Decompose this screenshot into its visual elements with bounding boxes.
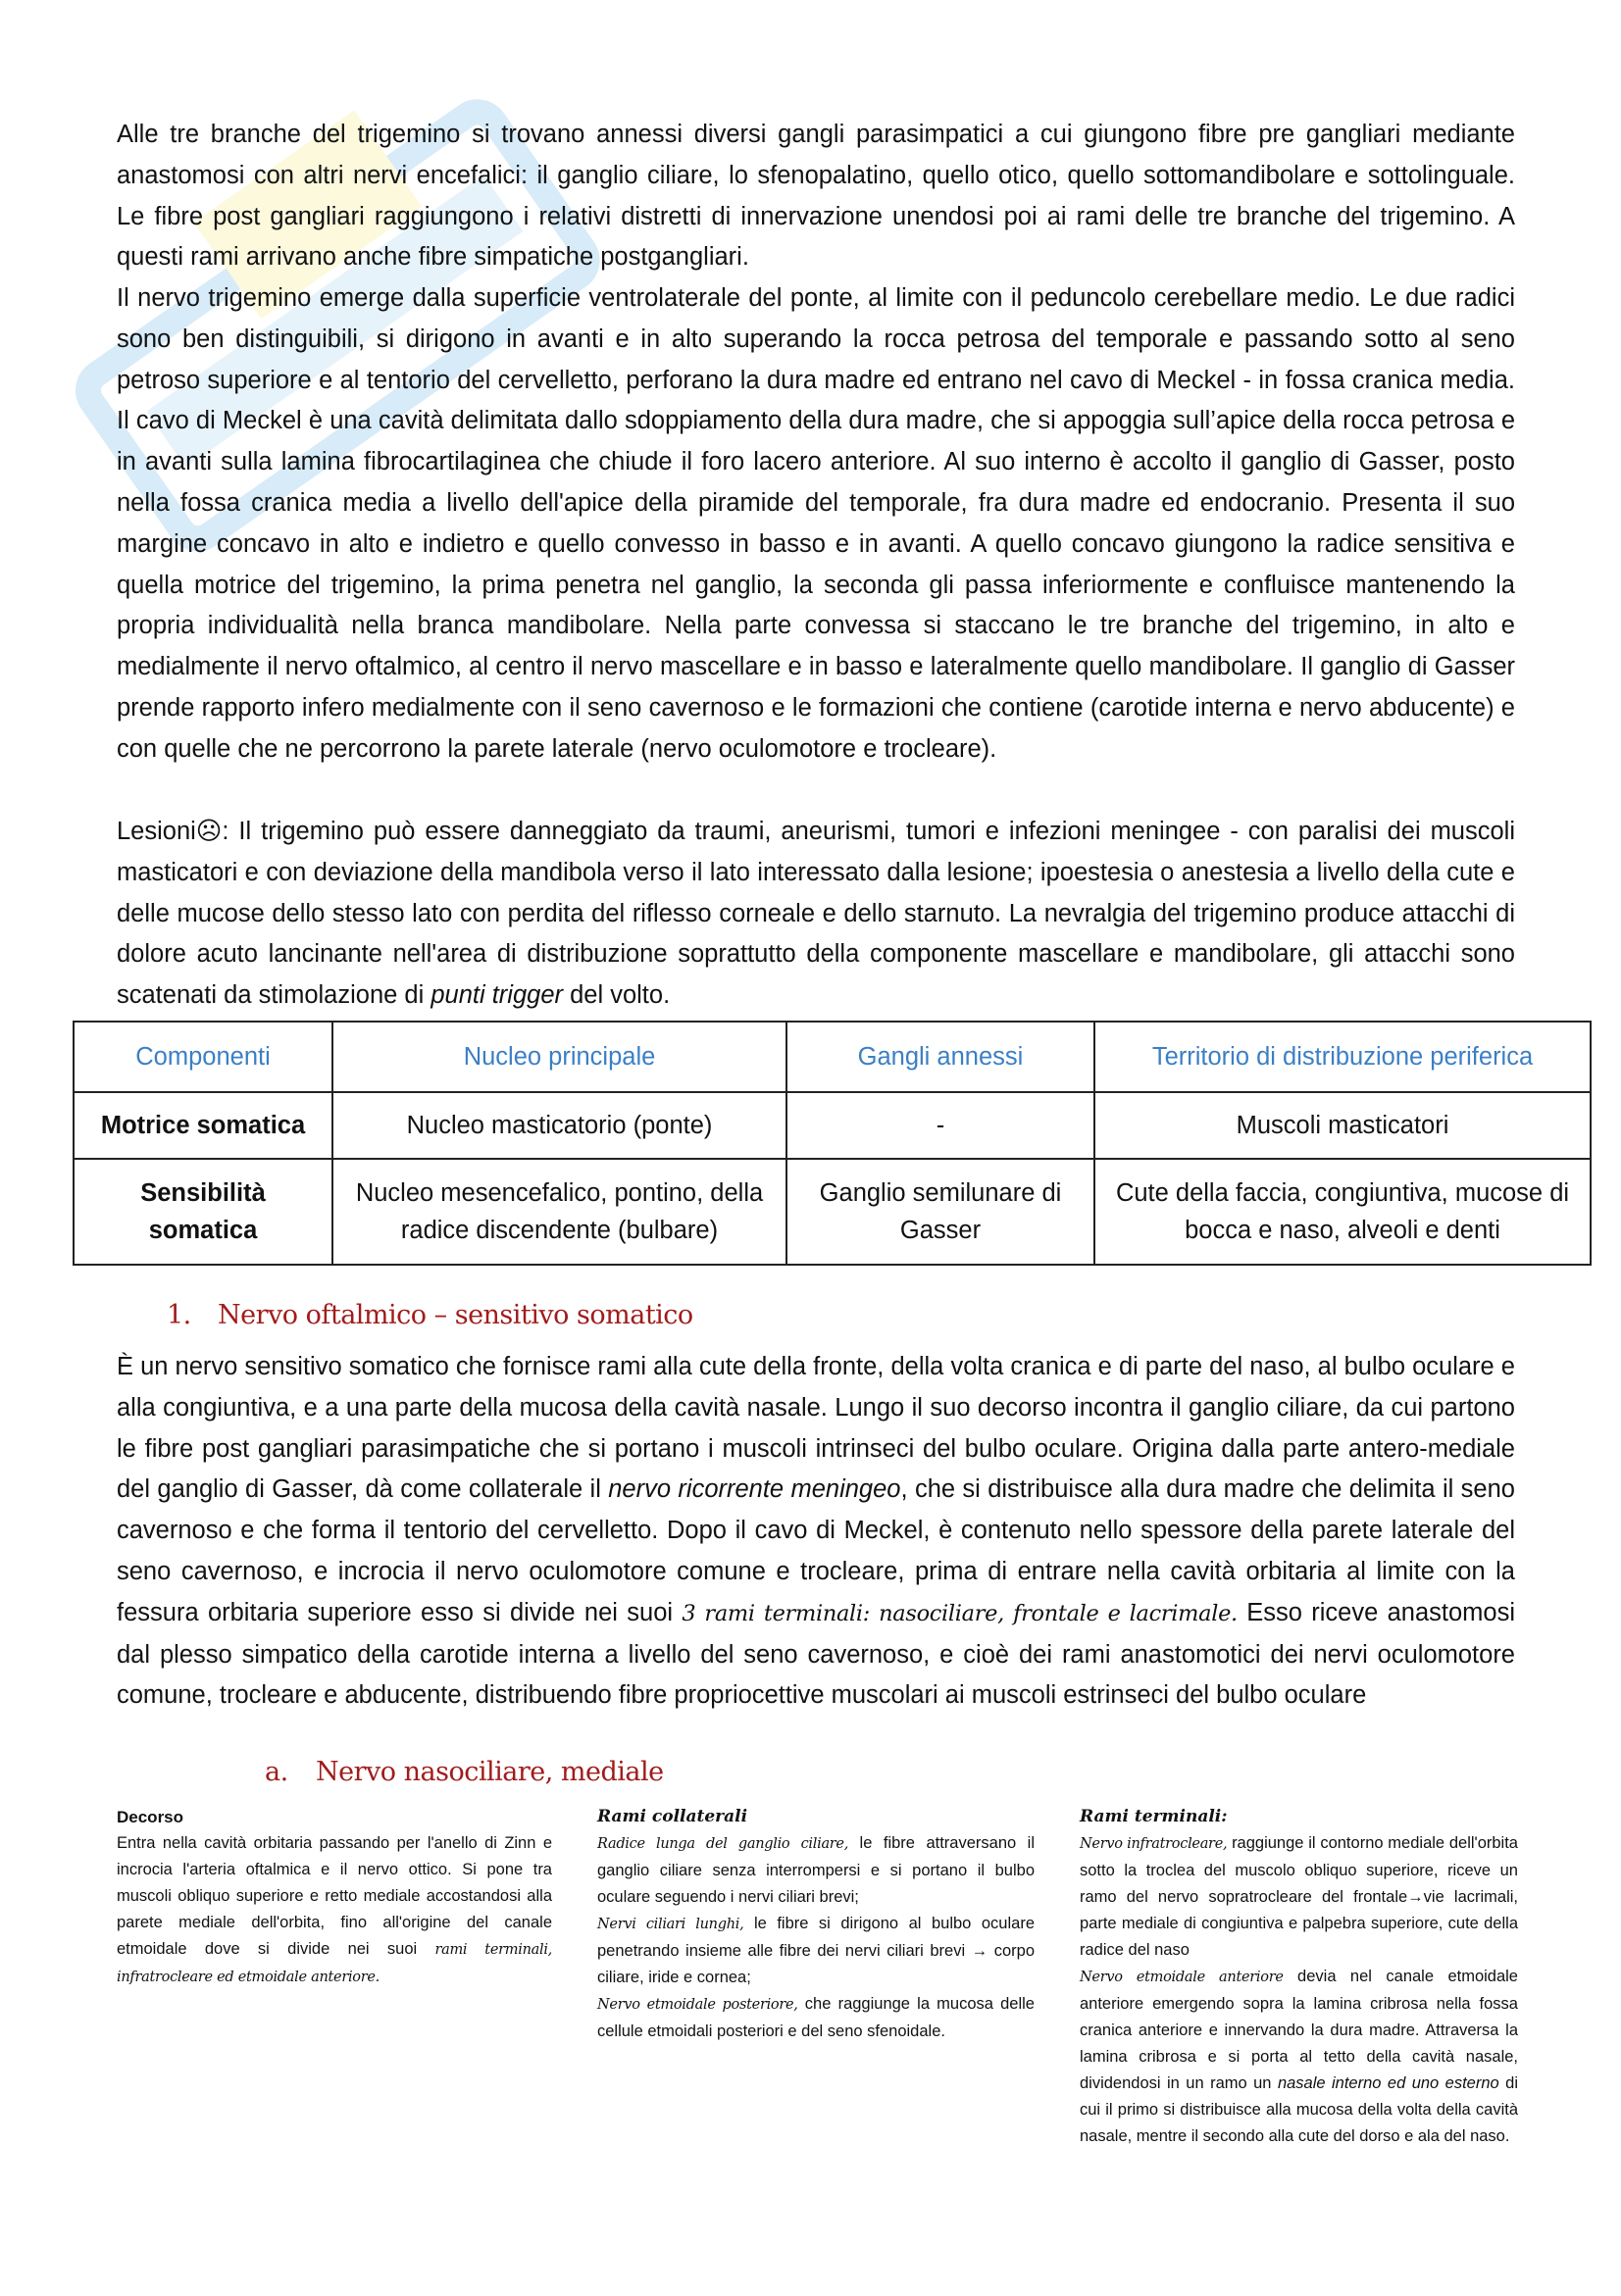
trigemino-table	[73, 1021, 1592, 1266]
subsection-title: Nervo nasociliare, mediale	[316, 1757, 664, 1787]
text-handwritten: rami terminali, infratrocleare ed etmoidale anteriore.	[117, 1942, 552, 1985]
header-cell: Componenti	[74, 1022, 332, 1092]
list-item	[1080, 1964, 1518, 2150]
column-heading: Rami collaterali	[597, 1807, 748, 1826]
text: È un nervo sensitivo somatico che fornisce rami alla cute della fronte, della volta cranica e di parte del naso, al bulbo oculare e alla congiuntiva, e a una parte della mucosa della cavità nasale. Lungo il suo decorso incontra il ganglio ciliare, da cui partono le fibre post gangliari parasimpatiche che si portano i muscoli intrinseci del bulbo oculare. Origina dalla parte antero-mediale del ganglio di Gasser, dà come collaterale il	[117, 1353, 1515, 1504]
text-handwritten: Nervo etmoidale posteriore,	[597, 1997, 798, 2013]
text-italic: punti trigger	[431, 981, 564, 1010]
list-item	[597, 1911, 1035, 1991]
table-cell: -	[786, 1092, 1094, 1159]
text-handwritten: Radice lunga del ganglio ciliare,	[597, 1836, 849, 1852]
section-heading	[167, 1300, 693, 1330]
table-cell: Nucleo masticatorio (ponte)	[332, 1092, 786, 1159]
rami-terminali-column	[1080, 1804, 1518, 2150]
lesioni-paragraph	[117, 812, 1515, 1017]
intro-paragraph-2: Il nervo trigemino emerge dalla superficie ventrolaterale del ponte, al limite con il peduncolo cerebellare medio. Le due radici sono ben distinguibili, si dirigono in avanti e in alto superando la rocca petrosa del temporale e passando sotto al seno petroso superiore e al tentorio del cervelletto, perforano la dura madre ed entrano nel cavo di Meckel - in fossa cranica media. Il cavo di Meckel è una cavità delimitata dallo sdoppiamento della dura madre, che si appoggia sull’apice della rocca petrosa e in avanti sulla lamina fibrocartilaginea che chiude il foro lacero anteriore. Al suo interno è accolto il ganglio di Gasser, posto nella fossa cranica media a livello dell'apice della piramide del temporale, fra dura madre ed endocranio. Presenta il suo margine concavo in alto e indietro e quello convesso in basso e in avanti. A quello concavo giungono la radice sensitiva e quella motrice del trigemino, la prima penetra nel ganglio, la seconda gli passa inferiormente e confluisce mantenendo la propria individualità nella branca mandibolare. Nella parte convessa si staccano le tre branche del trigemino, in alto e medialmente il nervo oftalmico, al centro il nervo mascellare e in basso e lateralmente quello mandibolare. Il ganglio di Gasser prende rapporto infero medialmente con il seno cavernoso e le formazioni che contiene (carotide interna e nervo abducente) e con quelle che ne percorrono la parete laterale (nervo oculomotore e trocleare).	[117, 284, 1515, 763]
text-handwritten: 3 rami terminali: nasociliare, frontale e lacrimale.	[682, 1600, 1238, 1626]
table-header-row	[74, 1022, 1591, 1092]
section-body	[117, 1347, 1515, 1717]
text: Esso riceve anastomosi dal plesso simpatico della carotide interna a livello del seno cavernoso, e cioè dei rami anastomotici dei nervi oculomotore comune, trocleare e abducente, distribuendo fibre propriocettive muscolari ai muscoli estrinseci del bulbo oculare	[117, 1598, 1515, 1710]
text-italic: nasale interno ed uno esterno	[1277, 2074, 1499, 2092]
text-handwritten: Nervi ciliari lunghi,	[597, 1917, 744, 1932]
text-handwritten: Nervo etmoidale anteriore	[1080, 1970, 1284, 1985]
text: le fibre attraversano il ganglio ciliare senza interrompersi e si portano il bulbo oculare seguendo i nervi ciliari brevi;	[597, 1834, 1036, 1906]
list-item	[597, 1991, 1035, 2045]
row-label: Sensibilità somatica	[74, 1159, 332, 1265]
text: del volto.	[563, 981, 671, 1010]
decorso-column	[117, 1804, 552, 1991]
table-cell: Cute della faccia, congiuntiva, mucose di bocca e naso, alveoli e denti	[1094, 1159, 1591, 1265]
subsection-number: a.	[265, 1757, 288, 1787]
section-title: Nervo oftalmico – sensitivo somatico	[218, 1300, 693, 1330]
table-cell: Ganglio semilunare di Gasser	[786, 1159, 1094, 1265]
column-heading: Decorso	[117, 1808, 184, 1826]
text: , che si distribuisce alla dura madre che delimita il seno cavernoso e che forma il tentorio del cervelletto. Dopo il cavo di Meckel, è contenuto nello spessore della parete laterale del seno cavernoso, e incrocia il nervo oculomotore comune e trocleare, prima di entrare nella cavità orbitaria al limite con la fessura orbitaria superiore esso si divide nei suoi	[117, 1475, 1515, 1626]
subsection-heading	[265, 1757, 664, 1787]
table-row	[74, 1159, 1591, 1265]
text: le fibre si dirigono al bulbo oculare penetrando insieme alle fibre dei nervi ciliari brevi → corpo ciliare, iride e cornea;	[597, 1915, 1035, 1986]
header-cell: Gangli annessi	[786, 1022, 1094, 1092]
header-cell: Nucleo principale	[332, 1022, 786, 1092]
text: raggiunge il contorno mediale dell'orbita sotto la troclea del muscolo obliquo superiore, riceve un ramo del nervo sopratrocleare del frontale→vie lacrimali, parte mediale di congiuntiva e palpebra superiore, cute della radice del naso	[1080, 1834, 1518, 1959]
text: Lesioni☹: Il trigemino può essere danneggiato da traumi, aneurismi, tumori e infezioni meningee - con paralisi dei muscoli masticatori e con deviazione della mandibola verso il lato interessato dalla lesione; ipoestesia o anestesia a livello della cute e delle mucose dello stesso lato con perdita del riflesso corneale e dello starnuto. La nevralgia del trigemino produce attacchi di dolore acuto lancinante nell'area di distribuzione soprattutto della componente mascellare e mandibolare, gli attacchi sono scatenati da stimolazione di	[117, 818, 1515, 1010]
list-item	[1080, 1830, 1518, 1964]
header-cell: Territorio di distribuzione periferica	[1094, 1022, 1591, 1092]
text-handwritten: Nervo infratrocleare,	[1080, 1836, 1228, 1852]
column-heading: Rami terminali:	[1080, 1807, 1228, 1826]
list-item	[597, 1830, 1035, 1911]
table-cell: Muscoli masticatori	[1094, 1092, 1591, 1159]
row-label: Motrice somatica	[74, 1092, 332, 1159]
table-cell: Nucleo mesencefalico, pontino, della radice discendente (bulbare)	[332, 1159, 786, 1265]
text: che raggiunge la mucosa delle cellule etmoidali posteriori e del seno sfenoidale.	[597, 1995, 1035, 2040]
section-number: 1.	[167, 1300, 191, 1330]
text: devia nel canale etmoidale anteriore emergendo sopra la lamina cribrosa nella fossa cranica anteriore e innervando la dura madre. Attraversa la lamina cribrosa e si porta al tetto della cavità nasale, dividendosi in un ramo un	[1080, 1968, 1518, 2092]
text: di cui il primo si distribuisce alla mucosa della volta della cavità nasale, mentre il secondo alla cute del dorso e ala del naso.	[1080, 2074, 1519, 2145]
text-italic: nervo ricorrente meningeo	[608, 1475, 901, 1504]
rami-collaterali-column	[597, 1804, 1035, 2045]
intro-paragraph-1: Alle tre branche del trigemino si trovano annessi diversi gangli parasimpatici a cui giungono fibre pre gangliari mediante anastomosi con altri nervi encefalici: il ganglio ciliare, lo sfenopalatino, quello otico, quello sottomandibolare e sottolinguale. Le fibre post gangliari raggiungono i relativi distretti di innervazione unendosi poi ai rami delle tre branche del trigemino. A questi rami arrivano anche fibre simpatiche postgangliari.	[117, 121, 1515, 272]
table-row	[74, 1092, 1591, 1159]
text: Entra nella cavità orbitaria passando per l'anello di Zinn e incrocia l'arteria oftalmica e il nervo ottico. Si pone tra muscoli obliquo superiore e retto mediale accostandosi alla parete mediale dell'orbita, fino all'origine del canale etmoidale dove si divide nei suoi	[117, 1834, 552, 1958]
